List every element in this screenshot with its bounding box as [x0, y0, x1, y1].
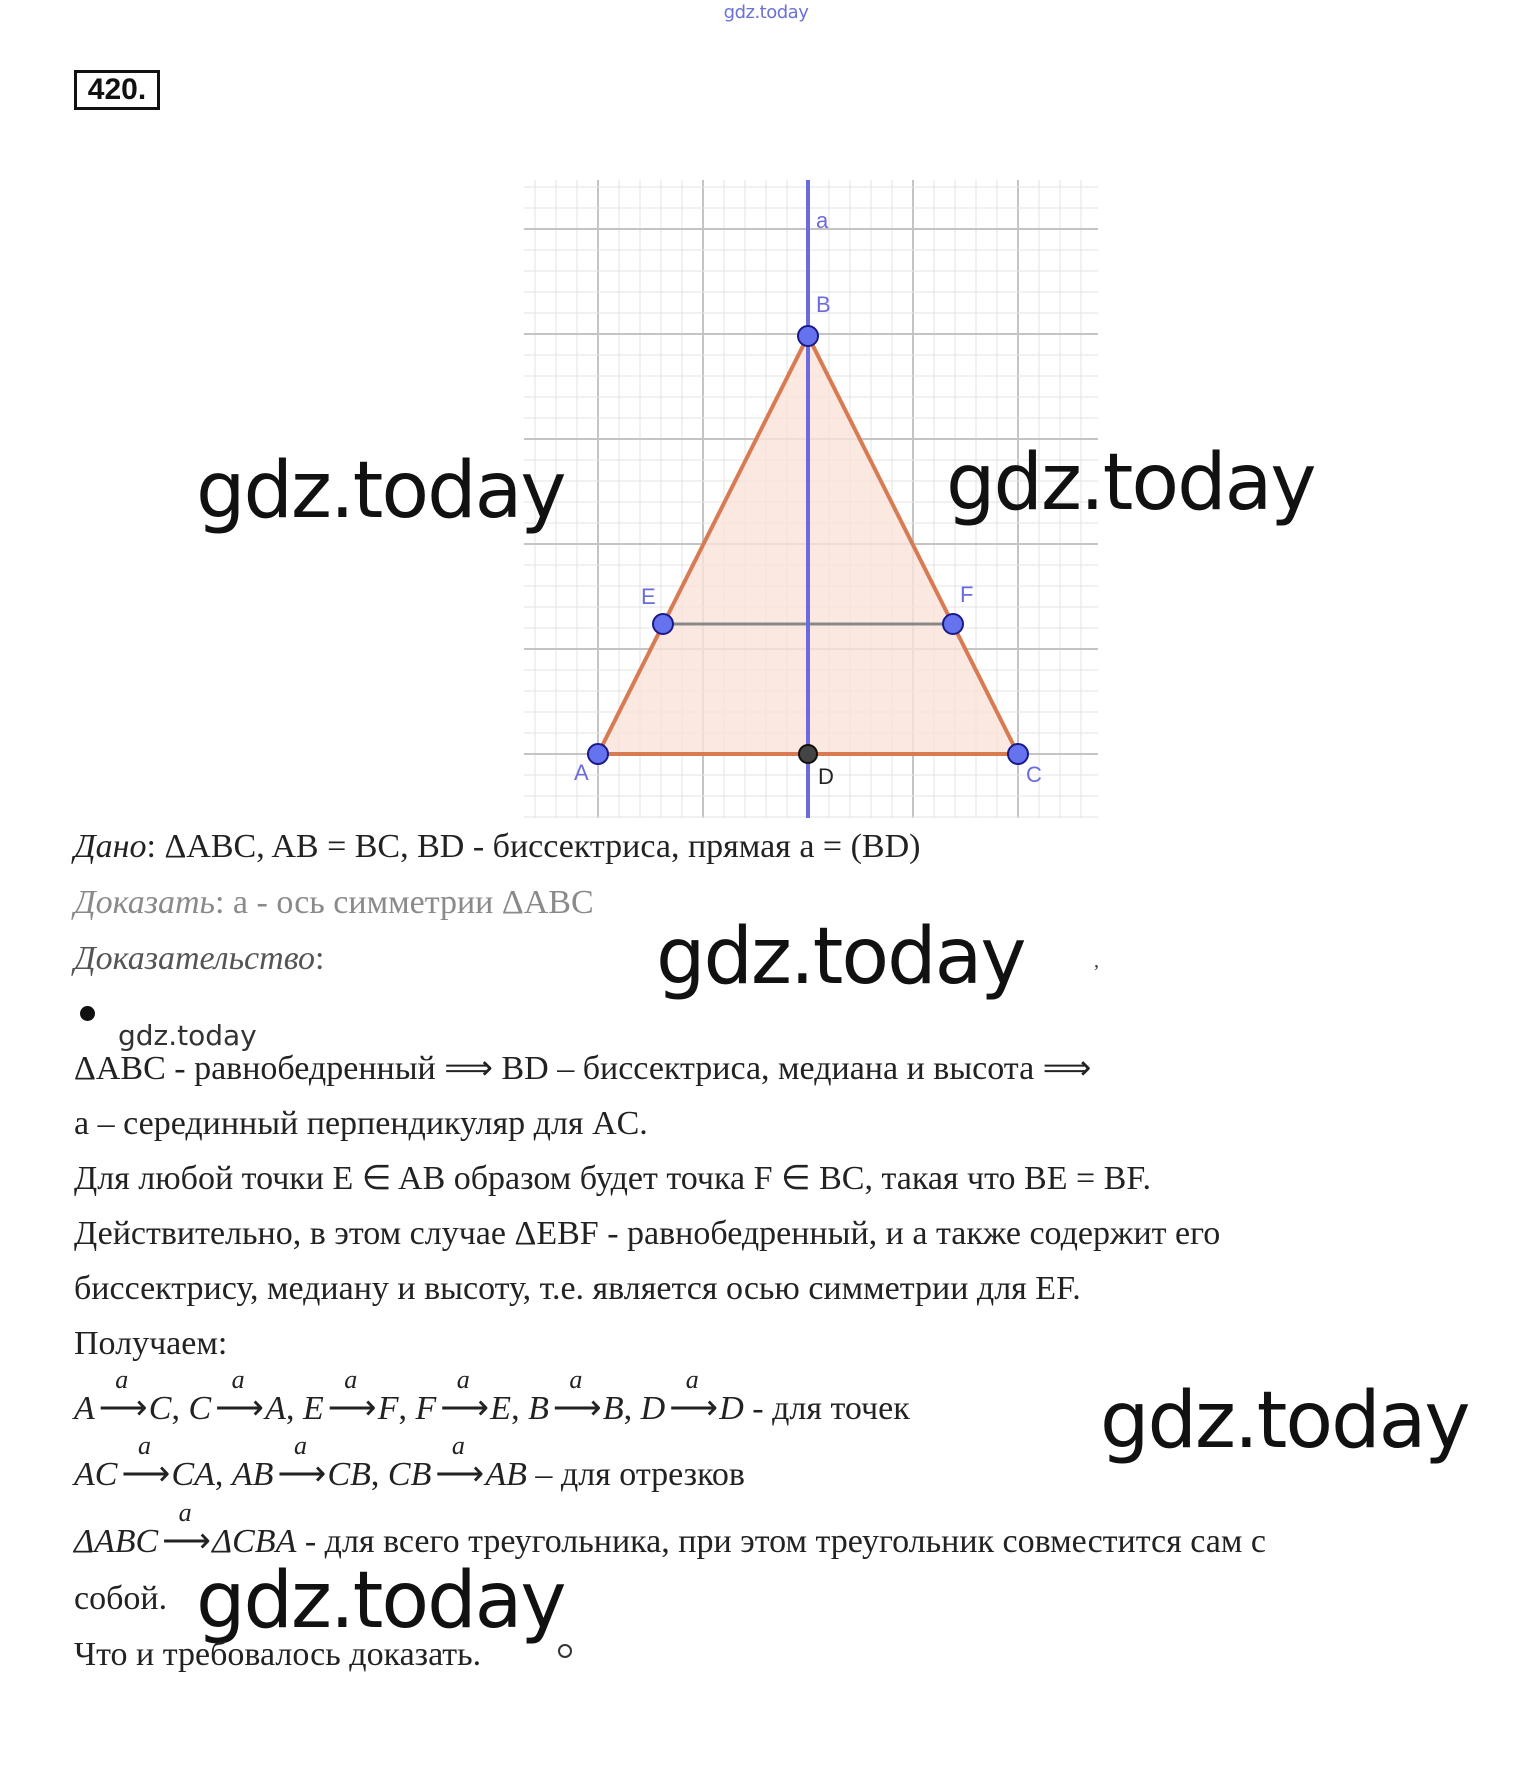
proof-line-5: биссектрису, медиану и высоту, т.е. является осью симметрии для EF.: [74, 1270, 1081, 1307]
map-dst: F: [377, 1390, 399, 1427]
given-line: [74, 828, 920, 865]
point-c: [1008, 744, 1028, 764]
map-dst: E: [490, 1390, 512, 1427]
map-dst: D: [719, 1390, 744, 1427]
map-dst: CA: [171, 1456, 215, 1493]
watermark-4: gdz.today: [118, 1019, 257, 1052]
map-dst: ΔCBA: [212, 1523, 297, 1560]
point-f: [943, 614, 963, 634]
geometry-figure: [0, 0, 1532, 830]
bullet-dot: [80, 1006, 95, 1021]
map-points-tail: - для точек: [743, 1390, 910, 1427]
line-a-label: a: [816, 208, 829, 233]
problem-number: 420.: [74, 70, 160, 110]
map-dst: C: [148, 1390, 172, 1427]
map-src: F: [415, 1390, 437, 1427]
point-d: [799, 745, 817, 763]
point-b: [798, 326, 818, 346]
map-src: A: [74, 1390, 95, 1427]
proof-colon: :: [315, 940, 325, 977]
map-arrow: a ⟶: [215, 1365, 264, 1427]
proof-label: Доказательство: [74, 940, 316, 977]
map-segments-tail: – для отрезков: [526, 1456, 745, 1493]
proof-line-8: Что и требовалось доказать.: [74, 1636, 482, 1673]
map-src: CB: [387, 1456, 432, 1493]
map-src: ΔABC: [74, 1523, 159, 1560]
label-d: D: [818, 764, 834, 789]
map-points-line: A a ⟶C, C a ⟶A, E a ⟶F, F a ⟶E, B a ⟶B, D a ⟶D - для точек: [74, 1365, 910, 1427]
map-src: D: [640, 1390, 666, 1427]
map-src: C: [188, 1390, 212, 1427]
proof-line-4: Действительно, в этом случае ΔEBF - равнобедренный, и a также содержит его: [74, 1215, 1221, 1252]
map-triangle-tail: - для всего треугольника, при этом треугольник совместится сам с: [296, 1523, 1266, 1560]
proof-line: [74, 940, 324, 977]
map-arrow: a ⟶: [440, 1365, 490, 1427]
map-arrow: a ⟶: [327, 1365, 377, 1427]
label-a: A: [574, 760, 589, 785]
map-arrow: a ⟶: [121, 1431, 171, 1493]
map-arrow: a ⟶: [435, 1431, 485, 1493]
map-arrow: a ⟶: [277, 1431, 327, 1493]
end-mark-icon: [558, 1644, 572, 1658]
prove-label: Доказать: [74, 884, 215, 921]
header-watermark: gdz.today: [723, 2, 809, 23]
map-arrow: a ⟶: [98, 1365, 148, 1427]
map-src: AC: [74, 1456, 118, 1493]
label-c: C: [1026, 762, 1042, 787]
point-a: [588, 744, 608, 764]
watermark-2: gdz.today: [946, 438, 1315, 528]
map-arrow: a ⟶: [162, 1498, 211, 1560]
given-label: Дано: [74, 828, 147, 865]
label-b: B: [816, 292, 831, 317]
watermark-1: gdz.today: [196, 446, 565, 536]
watermark-5: gdz.today: [1100, 1376, 1469, 1466]
label-e: E: [641, 584, 656, 609]
map-src: AB: [231, 1456, 274, 1493]
watermark-6: gdz.today: [196, 1556, 565, 1646]
map-src: E: [302, 1390, 324, 1427]
map-segments-line: AC a ⟶CA, AB a ⟶CB, CB a ⟶AB – для отрезков: [74, 1431, 745, 1493]
map-dst: A: [265, 1390, 286, 1427]
point-e: [653, 614, 673, 634]
label-f: F: [960, 582, 974, 607]
prove-body: : a - ось симметрии ΔABC: [214, 884, 594, 921]
stray-mark: ,: [1094, 950, 1099, 972]
proof-line-2: a – серединный перпендикуляр для AC.: [74, 1105, 648, 1142]
watermark-3: gdz.today: [656, 912, 1025, 1002]
map-triangle-line: [74, 1498, 1266, 1560]
map-dst: B: [602, 1390, 624, 1427]
map-arrow: a ⟶: [669, 1365, 718, 1427]
proof-line-7: собой.: [74, 1580, 168, 1617]
map-dst: AB: [485, 1456, 527, 1493]
proof-line-6: Получаем:: [74, 1325, 228, 1362]
given-body: : ΔABC, AB = BC, BD - биссектриса, прямая a = (BD): [146, 828, 921, 865]
map-arrow: a ⟶: [552, 1365, 602, 1427]
proof-line-1: ΔABC - равнобедренный ⟹ BD – биссектриса, медиана и высота ⟹: [74, 1050, 1092, 1087]
map-src: B: [528, 1390, 549, 1427]
prove-line: [74, 884, 594, 921]
map-dst: CB: [327, 1456, 371, 1493]
proof-line-3: Для любой точки E ∈ AB образом будет точка F ∈ BC, такая что BE = BF.: [74, 1160, 1152, 1197]
